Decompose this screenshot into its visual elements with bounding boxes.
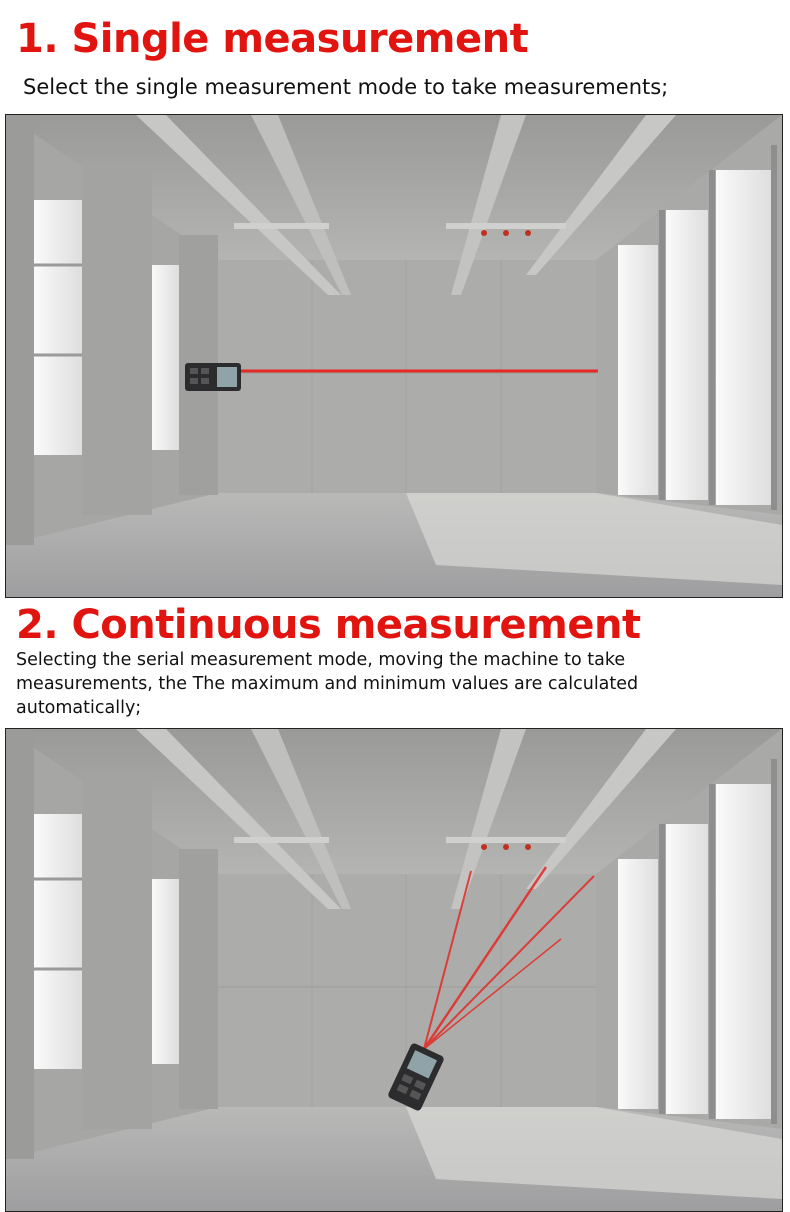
section2-title: 2. Continuous measurement (16, 602, 641, 648)
section2-description: Selecting the serial measurement mode, moving the machine to take measurements, the The maximum and minimum values are calculated automatically; (16, 650, 639, 718)
continuous-measurement-scene (5, 728, 783, 1212)
single-measurement-scene (5, 114, 783, 598)
rangefinder-device-icon (185, 363, 241, 391)
section1-title: 1. Single measurement (16, 16, 529, 62)
section1-description: Select the single measurement mode to take measurements; (23, 75, 669, 99)
